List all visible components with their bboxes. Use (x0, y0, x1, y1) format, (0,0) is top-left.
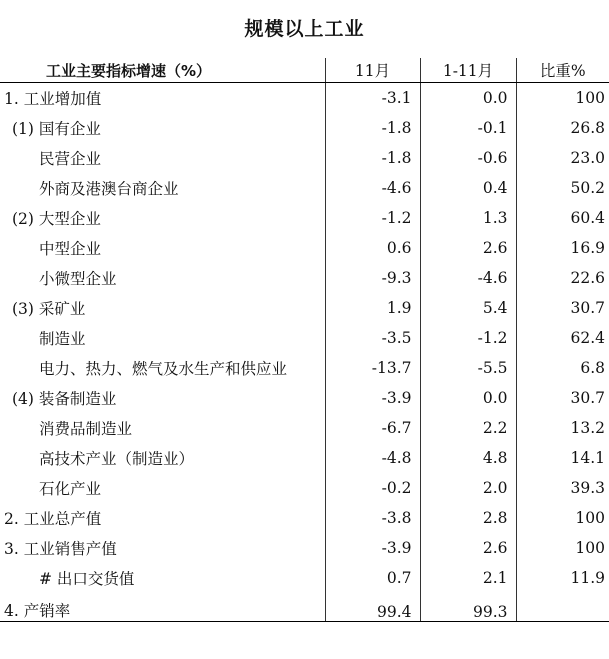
row-november-value: -6.7 (325, 413, 420, 443)
table-row (0, 293, 609, 323)
row-label: 4. 产销率 (0, 593, 325, 622)
table-row (0, 173, 609, 203)
table-row (0, 113, 609, 143)
table-row (0, 503, 609, 533)
table-header-row (0, 58, 609, 83)
row-november-value: -3.1 (325, 83, 420, 114)
row-share-value: 16.9 (516, 233, 609, 263)
row-november-value: -1.8 (325, 113, 420, 143)
header-jan-nov: 1-11月 (420, 58, 516, 83)
row-jan-nov-value: 2.2 (420, 413, 516, 443)
row-jan-nov-value: -0.6 (420, 143, 516, 173)
row-jan-nov-value: 2.6 (420, 233, 516, 263)
row-jan-nov-value: 0.0 (420, 383, 516, 413)
row-november-value: -9.3 (325, 263, 420, 293)
row-jan-nov-value: 1.3 (420, 203, 516, 233)
row-share-value: 100 (516, 83, 609, 114)
table-row (0, 593, 609, 622)
row-label: 消费品制造业 (39, 420, 133, 438)
row-share-value: 50.2 (516, 173, 609, 203)
header-november: 11月 (325, 58, 420, 83)
row-share-value: 13.2 (516, 413, 609, 443)
table-row (0, 143, 609, 173)
header-indicator: 工业主要指标增速（%） (0, 58, 325, 83)
page-title: 规模以上工业 (244, 18, 365, 40)
row-november-value: -3.9 (325, 383, 420, 413)
row-jan-nov-value: -1.2 (420, 323, 516, 353)
row-november-value: -13.7 (325, 353, 420, 383)
row-label: # 出口交货值 (39, 570, 135, 588)
row-november-value: -4.6 (325, 173, 420, 203)
table-row (0, 563, 609, 593)
row-label: 高技术产业（制造业） (39, 450, 195, 468)
row-jan-nov-value: 0.4 (420, 173, 516, 203)
row-jan-nov-value: 4.8 (420, 443, 516, 473)
row-november-value: 1.9 (325, 293, 420, 323)
row-label: 民营企业 (39, 150, 102, 168)
table-row (0, 353, 609, 383)
row-share-value: 23.0 (516, 143, 609, 173)
row-november-value: -3.9 (325, 533, 420, 563)
header-share: 比重% (516, 58, 609, 83)
row-share-value: 14.1 (516, 443, 609, 473)
row-label: (3) 采矿业 (12, 300, 86, 318)
table-row (0, 413, 609, 443)
row-label: 电力、热力、燃气及水生产和供应业 (39, 360, 288, 378)
row-november-value: 0.6 (325, 233, 420, 263)
table-row (0, 203, 609, 233)
row-jan-nov-value: 2.6 (420, 533, 516, 563)
row-share-value: 30.7 (516, 293, 609, 323)
indicator-table (0, 58, 609, 622)
row-jan-nov-value: 2.0 (420, 473, 516, 503)
row-jan-nov-value: 2.1 (420, 563, 516, 593)
table-row (0, 323, 609, 353)
row-label: (1) 国有企业 (12, 120, 101, 138)
row-label: 中型企业 (39, 240, 102, 258)
row-jan-nov-value: 0.0 (420, 83, 516, 114)
row-november-value: -1.8 (325, 143, 420, 173)
row-jan-nov-value: 99.3 (420, 593, 516, 622)
row-share-value: 60.4 (516, 203, 609, 233)
row-november-value: -4.8 (325, 443, 420, 473)
table-row (0, 263, 609, 293)
table-row (0, 533, 609, 563)
row-share-value: 100 (516, 533, 609, 563)
table-row (0, 473, 609, 503)
row-share-value: 62.4 (516, 323, 609, 353)
row-share-value: 30.7 (516, 383, 609, 413)
row-jan-nov-value: -0.1 (420, 113, 516, 143)
row-jan-nov-value: 2.8 (420, 503, 516, 533)
row-november-value: -0.2 (325, 473, 420, 503)
row-share-value: 6.8 (516, 353, 609, 383)
table-row (0, 233, 609, 263)
row-label: 制造业 (39, 330, 86, 348)
row-label: 3. 工业销售产值 (4, 540, 117, 558)
table-row (0, 383, 609, 413)
row-jan-nov-value: -5.5 (420, 353, 516, 383)
row-jan-nov-value: -4.6 (420, 263, 516, 293)
row-november-value: 0.7 (325, 563, 420, 593)
row-november-value: -3.8 (325, 503, 420, 533)
table-row (0, 443, 609, 473)
row-jan-nov-value: 5.4 (420, 293, 516, 323)
row-november-value: 99.4 (325, 593, 420, 622)
row-label: 外商及港澳台商企业 (39, 180, 179, 198)
row-share-value (516, 593, 609, 622)
row-label: 小微型企业 (39, 270, 117, 288)
row-label: (4) 装备制造业 (12, 390, 117, 408)
row-share-value: 100 (516, 503, 609, 533)
row-label: 1. 工业增加值 (4, 90, 102, 108)
row-november-value: -1.2 (325, 203, 420, 233)
row-share-value: 26.8 (516, 113, 609, 143)
row-label: 石化产业 (39, 480, 102, 498)
row-label: 2. 工业总产值 (4, 510, 102, 528)
row-november-value: -3.5 (325, 323, 420, 353)
table-row (0, 83, 609, 114)
row-share-value: 11.9 (516, 563, 609, 593)
row-share-value: 22.6 (516, 263, 609, 293)
row-label: (2) 大型企业 (12, 210, 101, 228)
row-share-value: 39.3 (516, 473, 609, 503)
